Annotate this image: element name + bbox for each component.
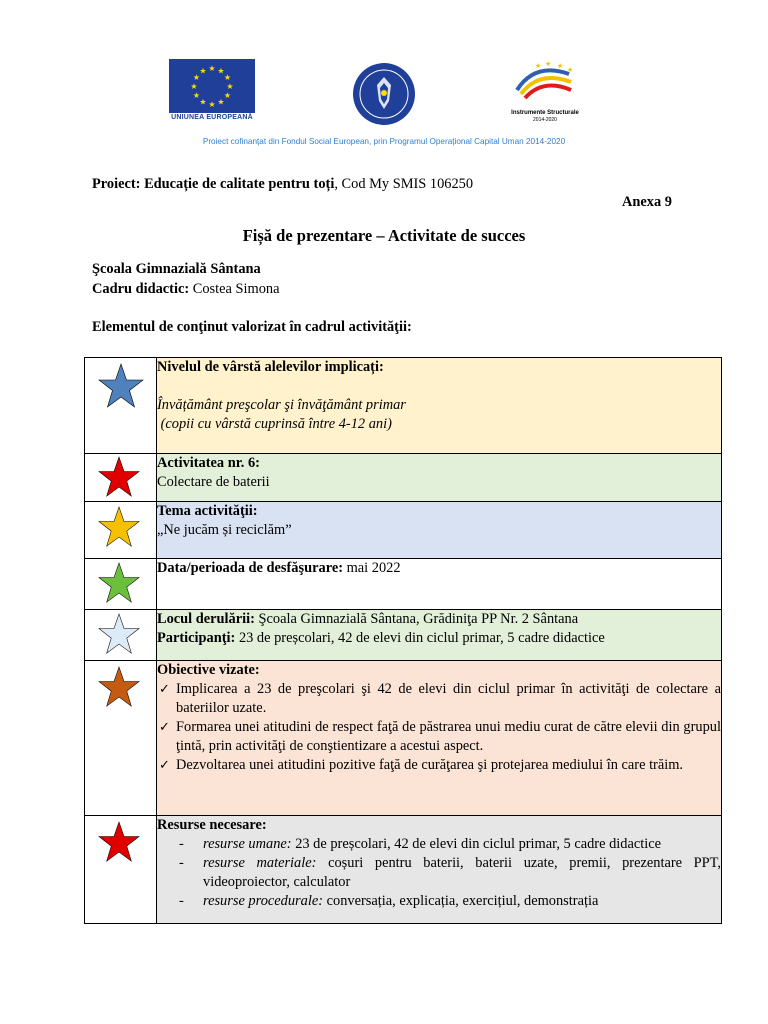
activity-name: Colectare de baterii xyxy=(157,474,270,490)
star-cell xyxy=(85,559,157,610)
star-cell xyxy=(85,502,157,559)
location-cell xyxy=(157,610,722,661)
date-heading: Data/perioada de desfăşurare: xyxy=(157,560,343,576)
table-row-date xyxy=(85,559,722,610)
svg-text:★: ★ xyxy=(223,91,232,100)
svg-text:★: ★ xyxy=(226,82,234,91)
teacher-line: Cadru didactic: Costea Simona xyxy=(92,281,280,297)
red-star-icon xyxy=(97,821,141,863)
list-item: ✓ Implicarea a 23 de preşcolari şi 42 de elevi din ciclul primar în activităţi de colectare a bateriilor uzate. xyxy=(157,680,721,718)
svg-text:2014-2020: 2014-2020 xyxy=(533,117,557,123)
yellow-star-icon xyxy=(97,506,141,548)
list-item: - resurse materiale: coșuri pentru baterii, baterii uzate, premii, prezentare PPT, videoproiector, calculator xyxy=(179,854,721,892)
date-text: mai 2022 xyxy=(343,560,401,576)
star-cell xyxy=(85,816,157,924)
star-cell xyxy=(85,661,157,816)
teacher-name: Costea Simona xyxy=(189,281,280,297)
svg-text:★: ★ xyxy=(192,73,201,82)
list-item: - resurse procedurale: conversația, explicația, exercițiul, demonstrația xyxy=(179,892,721,911)
svg-text:★: ★ xyxy=(567,66,574,74)
school-name: Şcoala Gimnazială Sântana xyxy=(92,261,261,277)
content-element-label: Elementul de conţinut valorizat în cadrul activităţii: xyxy=(92,319,412,335)
svg-text:★: ★ xyxy=(223,73,232,82)
date-cell xyxy=(157,559,722,610)
annex-label: Anexa 9 xyxy=(622,194,672,210)
svg-text:★: ★ xyxy=(199,97,207,107)
age-level: Învățământ preşcolar şi învăţământ primar xyxy=(157,397,406,413)
svg-text:Instrumente Structurale: Instrumente Structurale xyxy=(511,110,579,116)
table-row-location xyxy=(85,610,722,661)
svg-text:★: ★ xyxy=(217,66,225,76)
svg-text:★: ★ xyxy=(557,62,564,70)
table-row-resources xyxy=(85,816,722,924)
theme-cell xyxy=(157,502,722,559)
logo-bar xyxy=(0,56,768,126)
structural-instruments-logo xyxy=(505,56,585,126)
list-item: ✓ Dezvoltarea unei atitudini pozitive faţă de curăţarea şi protejarea mediului în care trăim. xyxy=(157,756,721,775)
table-row-activity xyxy=(85,454,722,502)
resources-list xyxy=(157,835,725,911)
location-text: Şcoala Gimnazială Sântana, Grădiniţa PP Nr. 2 Sântana xyxy=(254,611,579,627)
location-label: Locul derulării: xyxy=(157,611,255,627)
resources-cell xyxy=(157,816,725,924)
funding-statement: Proiect cofinanțat din Fondul Social European, prin Programul Operațional Capital Uman 2014-2020 xyxy=(202,137,566,146)
red-star-icon xyxy=(97,456,141,498)
eu-flag-logo xyxy=(169,59,255,113)
svg-text:★: ★ xyxy=(535,62,542,70)
theme-heading: Tema activităţii: xyxy=(157,503,258,519)
eu-stars-icon xyxy=(169,59,255,113)
objectives-list xyxy=(157,680,721,775)
romanian-government-seal xyxy=(351,61,417,127)
table-row-theme xyxy=(85,502,722,559)
age-range: (copii cu vârstă cuprinsă între 4-12 ani) xyxy=(157,416,392,432)
eu-caption: UNIUNEA EUROPEANĂ xyxy=(171,114,253,121)
resources-heading: Resurse necesare: xyxy=(157,817,267,833)
svg-text:★: ★ xyxy=(545,60,552,68)
star-cell xyxy=(85,454,157,502)
project-line xyxy=(92,175,473,193)
svg-text:★: ★ xyxy=(192,91,201,100)
document-title: Fișă de prezentare – Activitate de succes xyxy=(242,226,526,245)
star-cell xyxy=(85,358,157,454)
light-blue-star-icon xyxy=(97,613,141,655)
activity-table xyxy=(84,357,725,924)
list-item: - resurse umane: 23 de preșcolari, 42 de elevi din ciclul primar, 5 cadre didactice xyxy=(179,835,721,854)
table-row-age xyxy=(85,358,722,454)
activity-heading: Activitatea nr. 6: xyxy=(157,455,260,471)
svg-text:★: ★ xyxy=(199,66,207,76)
blue-star-icon xyxy=(97,363,145,409)
star-shape xyxy=(99,364,143,407)
theme-text: „Ne jucăm și reciclăm” xyxy=(157,522,292,538)
age-cell xyxy=(157,358,722,454)
svg-text:★: ★ xyxy=(208,64,216,73)
objectives-cell xyxy=(157,661,722,816)
list-item: ✓ Formarea unei atitudini de respect faţă de păstrarea unui mediu curat de către elevii din grupul ţintă, prin activităţi de conştientizare a acestui aspect. xyxy=(157,718,721,756)
age-heading: Nivelul de vârstă alelevilor implicați: xyxy=(157,359,384,375)
participants-label: Participanţi: xyxy=(157,630,236,646)
star-cell xyxy=(85,610,157,661)
orange-star-icon xyxy=(97,666,141,708)
objectives-heading: Obiective vizate: xyxy=(157,662,260,678)
svg-text:★: ★ xyxy=(190,82,198,91)
activity-cell xyxy=(157,454,722,502)
project-code: , Cod My SMIS 106250 xyxy=(334,176,474,192)
svg-text:★: ★ xyxy=(217,97,225,107)
table-row-objectives xyxy=(85,661,722,816)
project-label: Proiect: Educație de calitate pentru toți xyxy=(92,176,335,192)
svg-text:★: ★ xyxy=(208,100,216,109)
green-star-icon xyxy=(97,562,141,604)
participants-text: 23 de preșcolari, 42 de elevi din ciclul primar, 5 cadre didactice xyxy=(235,630,605,646)
